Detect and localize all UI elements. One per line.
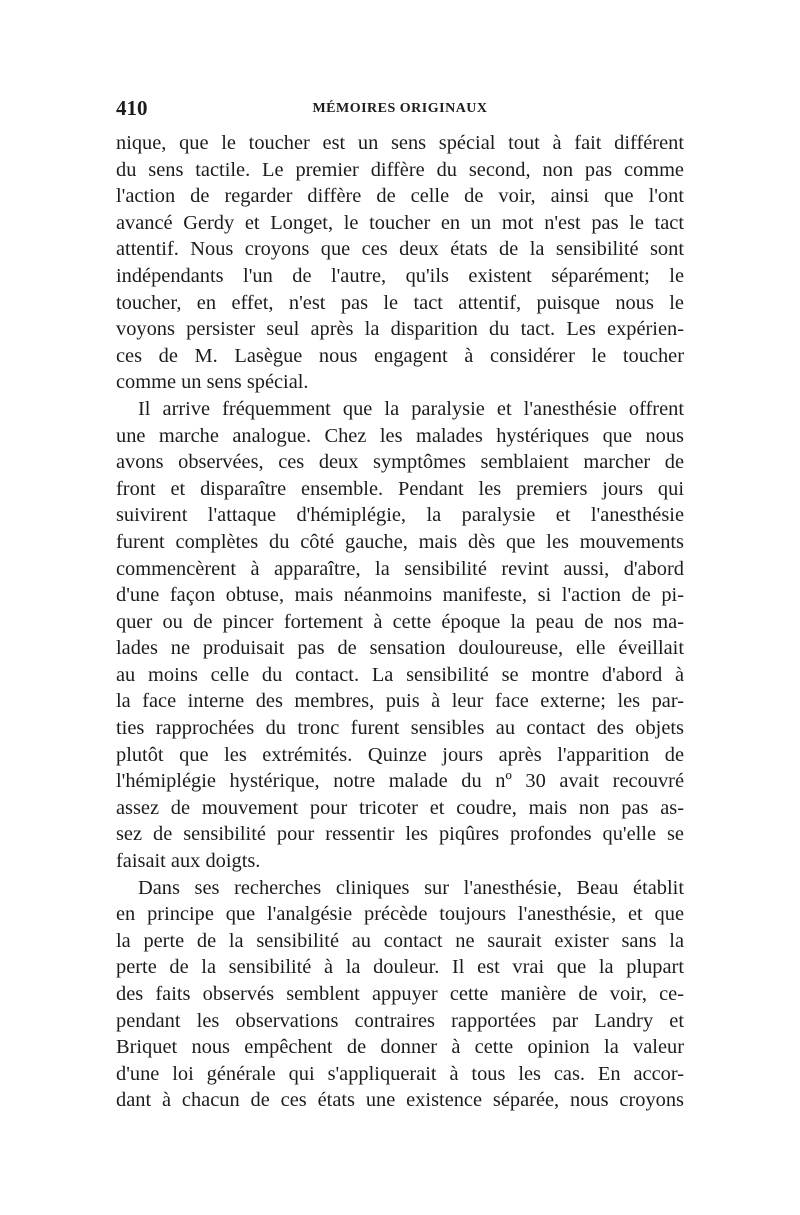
text-line: avons observées, ces deux symptômes semblaient marcher de xyxy=(116,451,684,474)
text-line: au moins celle du contact. La sensibilité se montre d'abord à xyxy=(116,663,684,686)
text-line: l'hémiplégie hystérique, notre malade du nº 30 avait recouvré xyxy=(116,770,684,793)
text-line: front et disparaître ensemble. Pendant les premiers jours qui xyxy=(116,477,684,500)
text-line: d'une loi générale qui s'appliquerait à tous les cas. En accor- xyxy=(116,1062,684,1085)
text-line: nique, que le toucher est un sens spécial tout à fait différent xyxy=(116,132,684,154)
text-line: Dans ses recherches cliniques sur l'anesthésie, Beau établit xyxy=(138,876,684,899)
running-title: MÉMOIRES ORIGINAUX xyxy=(312,101,488,116)
page-number: 410 xyxy=(116,96,148,120)
text-line: pendant les observations contraires rapportées par Landry et xyxy=(116,1009,684,1032)
text-line: ties rapprochées du tronc furent sensibles au contact des objets xyxy=(116,717,684,740)
text-line: perte de la sensibilité à la douleur. Il est vrai que la plupart xyxy=(116,956,684,979)
text-line: la perte de la sensibilité au contact ne saurait exister sans la xyxy=(116,929,684,952)
text-line: suivirent l'attaque d'hémiplégie, la paralysie et l'anesthésie xyxy=(116,504,684,527)
text-line: la face interne des membres, puis à leur face externe; les par- xyxy=(116,690,684,713)
text-line: en principe que l'analgésie précède toujours l'anesthésie, et que xyxy=(116,903,684,926)
text-line: toucher, en effet, n'est pas le tact attentif, puisque nous le xyxy=(116,291,684,314)
text-line: ces de M. Lasègue nous engagent à considérer le toucher xyxy=(116,344,684,367)
text-line: Briquet nous empêchent de donner à cette opinion la valeur xyxy=(116,1036,684,1059)
text-line: attentif. Nous croyons que ces deux états de la sensibilité sont xyxy=(116,238,684,261)
text-line: lades ne produisait pas de sensation douloureuse, elle éveillait xyxy=(116,637,684,660)
text-line: assez de mouvement pour tricoter et coudre, mais non pas as- xyxy=(116,796,684,819)
text-line: commencèrent à apparaître, la sensibilité revint aussi, d'abord xyxy=(116,557,684,580)
text-line: du sens tactile. Le premier diffère du second, non pas comme xyxy=(116,158,684,181)
text-line: indépendants l'un de l'autre, qu'ils existent séparément; le xyxy=(116,264,684,287)
text-line: d'une façon obtuse, mais néanmoins manifeste, si l'action de pi- xyxy=(116,584,684,607)
text-line: faisait aux doigts. xyxy=(116,850,261,873)
text-line: avancé Gerdy et Longet, le toucher en un mot n'est pas le tact xyxy=(116,211,684,234)
text-line: l'action de regarder diffère de celle de voir, ainsi que l'ont xyxy=(116,185,684,208)
text-line: quer ou de pincer fortement à cette époque la peau de nos ma- xyxy=(116,610,684,633)
body-text xyxy=(116,130,684,1114)
text-line: comme un sens spécial. xyxy=(116,371,309,394)
text-line: furent complètes du côté gauche, mais dès que les mouvements xyxy=(116,530,684,553)
text-line: sez de sensibilité pour ressentir les piqûres profondes qu'elle se xyxy=(116,823,684,846)
text-line: plutôt que les extrémités. Quinze jours après l'apparition de xyxy=(116,743,684,766)
page-header xyxy=(116,96,684,122)
text-line: une marche analogue. Chez les malades hystériques que nous xyxy=(116,424,684,447)
text-line: dant à chacun de ces états une existence séparée, nous croyons xyxy=(116,1089,684,1112)
text-line: Il arrive fréquemment que la paralysie et l'anesthésie offrent xyxy=(138,397,684,420)
text-line: voyons persister seul après la disparition du tact. Les expérien- xyxy=(116,318,684,341)
text-line: des faits observés semblent appuyer cette manière de voir, ce- xyxy=(116,983,684,1005)
